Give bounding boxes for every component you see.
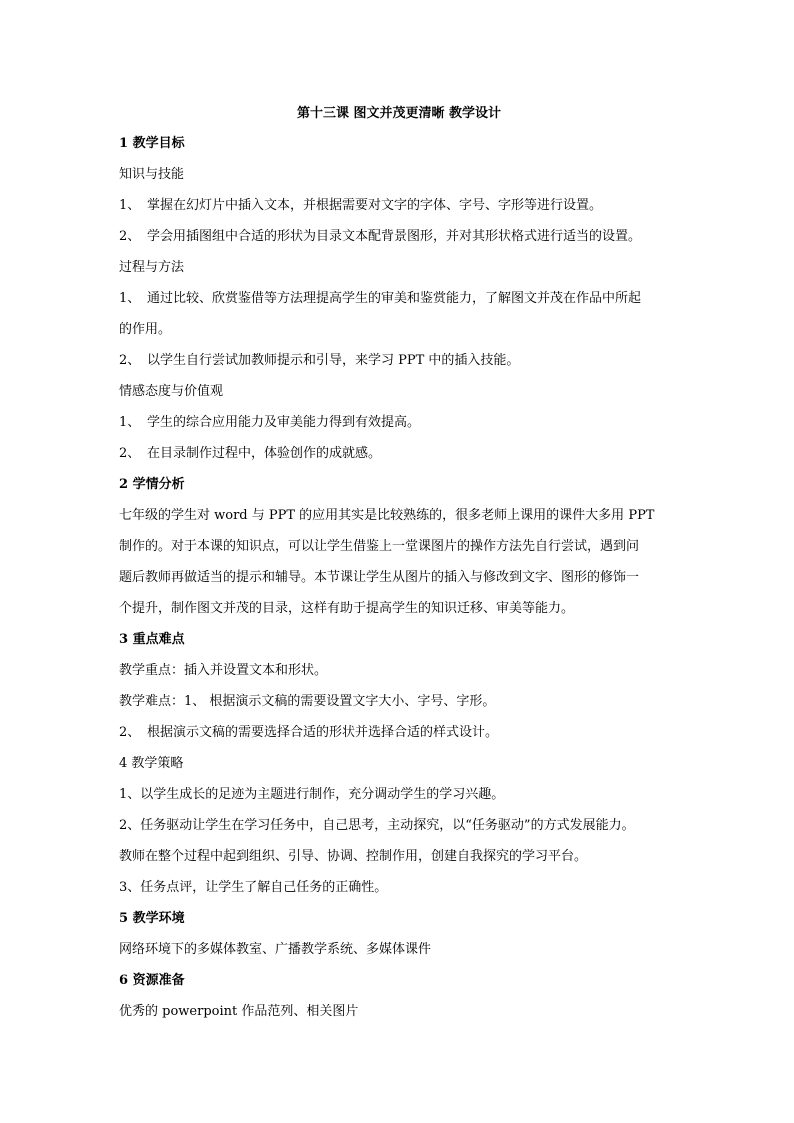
paragraph-line: 过程与方法: [119, 260, 185, 275]
section-heading: 5 教学环境: [119, 911, 185, 926]
paragraph-line: 题后教师再做适当的提示和辅导。本节课让学生从图片的插入与修改到文字、图形的修饰一: [119, 570, 640, 585]
section-heading: 1 教学目标: [119, 136, 185, 151]
item-number: 1、: [119, 198, 141, 213]
paragraph-line: 知识与技能: [119, 167, 185, 182]
paragraph-line: 的作用。: [119, 322, 172, 337]
item-number: 2、: [119, 446, 141, 461]
item-text: 学会用插图组中合适的形状为目录文本配背景图形，并对其形状格式进行适当的设置。: [147, 229, 642, 244]
paragraph-line: 1、以学生成长的足迹为主题进行制作，充分调动学生的学习兴趣。: [119, 787, 505, 802]
document-lines: [119, 128, 679, 1027]
item-number: 2、: [119, 725, 141, 740]
paragraph-line: 教师在整个过程中起到组织、引导、协调、控制作用，创建自我探究的学习平台。: [119, 849, 588, 864]
numbered-item: [119, 190, 679, 221]
paragraph-line: 3、任务点评，让学生了解自己任务的正确性。: [119, 880, 388, 895]
numbered-item: [119, 221, 679, 252]
item-number: 2、: [119, 229, 141, 244]
paragraph-line: 制作的。对于本课的知识点，可以让学生借鉴上一堂课图片的操作方法先自行尝试，遇到问: [119, 539, 640, 554]
document-body: [119, 100, 679, 1027]
paragraph-line: 情感态度与价值观: [119, 384, 224, 399]
item-number: 2、: [119, 353, 141, 368]
item-number: 1、: [119, 415, 141, 430]
numbered-item: [119, 438, 679, 469]
paragraph-line: 2、任务驱动让学生在学习任务中，自己思考，主动探究，以“任务驱动”的方式发展能力。: [119, 818, 635, 833]
paragraph-line: 优秀的 powerpoint 作品范列、相关图片: [119, 1004, 359, 1019]
paragraph-line: 教学重点：插入并设置文本和形状。: [119, 663, 328, 678]
item-text: 通过比较、欣赏鉴借等方法理提高学生的审美和鉴赏能力，了解图文并茂在作品中所起: [147, 291, 642, 306]
paragraph-line: 网络环境下的多媒体教室、广播教学系统、多媒体课件: [119, 942, 432, 957]
item-text: 在目录制作过程中，体验创作的成就感。: [147, 446, 382, 461]
paragraph-line: 个提升，制作图文并茂的目录，这样有助于提高学生的知识迁移、审美等能力。: [119, 601, 575, 616]
section-heading: 3 重点难点: [119, 632, 185, 647]
item-text: 学生的综合应用能力及审美能力得到有效提高。: [147, 415, 421, 430]
numbered-item: [119, 283, 679, 314]
numbered-item: [119, 407, 679, 438]
item-number: 1、: [119, 291, 141, 306]
paragraph-line: 七年级的学生对 word 与 PPT 的应用其实是比较熟练的，很多老师上课用的课件大多用 PPT: [119, 508, 655, 523]
paragraph-line: 4 教学策略: [119, 756, 184, 771]
numbered-item: [119, 717, 679, 748]
section-heading: 6 资源准备: [119, 973, 185, 988]
section-heading: 2 学情分析: [119, 477, 185, 492]
item-text: 以学生自行尝试加教师提示和引导，来学习 PPT 中的插入技能。: [147, 353, 520, 368]
numbered-item: [119, 345, 679, 376]
paragraph-line: 教学难点：1、 根据演示文稿的需要设置文字大小、字号、字形。: [119, 694, 496, 709]
item-text: 根据演示文稿的需要选择合适的形状并选择合适的样式设计。: [147, 725, 499, 740]
item-text: 掌握在幻灯片中插入文本，并根据需要对文字的字体、字号、字形等进行设置。: [147, 198, 603, 213]
document-title: 第十三课 图文并茂更清晰 教学设计: [296, 106, 502, 121]
